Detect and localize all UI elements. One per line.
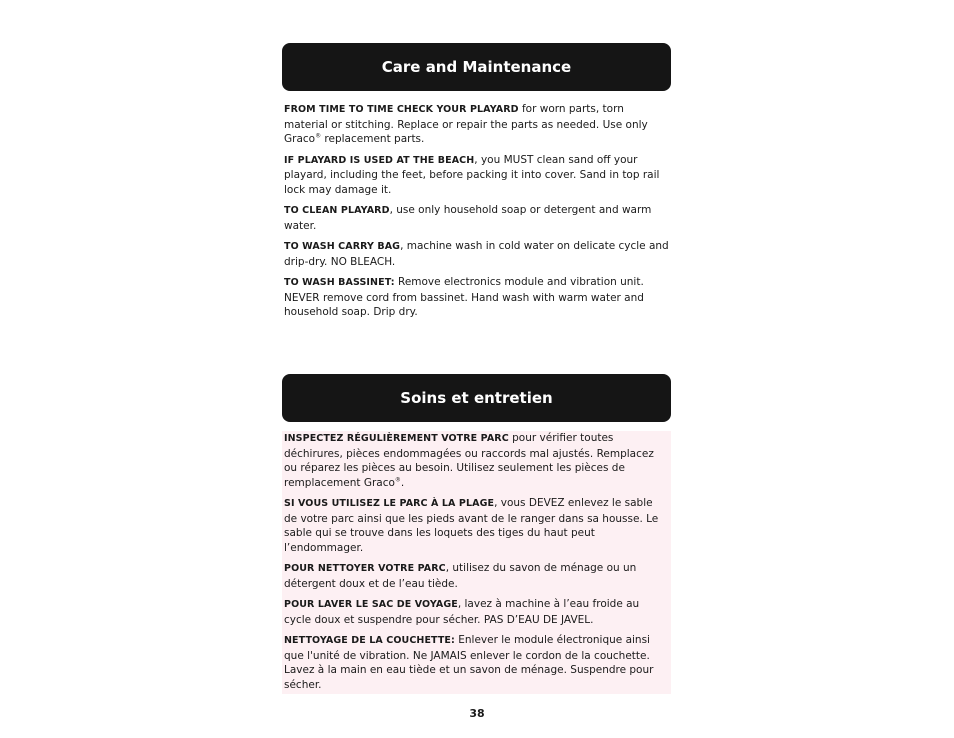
paragraph-bassinet <box>284 275 669 320</box>
paragraph-text: pour vérifier toutes déchirures, pièces endommagées ou raccords mal ajustés. Remplacez ou réparez les pièces au besoin. Utilisez seulement les pièces de remplacement Graco <box>284 432 654 489</box>
care-instructions-french <box>282 431 671 694</box>
paragraph-plage <box>284 496 669 555</box>
paragraph-tail: . <box>400 476 405 489</box>
paragraph-text: , vous DEVEZ enlevez le sable de votre parc ainsi que les pieds avant de le ranger dans sa housse. Le sable qui se trouve dans les loquets des tiges du haut peut l’endommager. <box>284 497 659 554</box>
section-header-english <box>282 43 671 91</box>
paragraph-inspect-parc <box>284 431 669 490</box>
paragraph-text: , utilisez du savon de ménage ou un détergent doux et de l’eau tiède. <box>284 562 637 590</box>
paragraph-lead: IF PLAYARD IS USED AT THE BEACH <box>284 154 475 166</box>
paragraph-nettoyer-parc <box>284 561 669 591</box>
paragraph-lead: TO WASH CARRY BAG <box>284 241 401 252</box>
paragraph-carry-bag <box>284 239 669 269</box>
paragraph-lead: TO WASH BASSINET: <box>284 277 395 288</box>
section-title-french: Soins et entretien <box>400 389 553 407</box>
paragraph-lead: NETTOYAGE DE LA COUCHETTE: <box>284 635 455 646</box>
paragraph-text: , use only household soap or detergent and warm water. <box>284 204 652 232</box>
paragraph-text: , you MUST clean sand off your playard, including the feet, before packing it into cover. Sand in top rail lock may damage it. <box>284 153 660 196</box>
section-title-english: Care and Maintenance <box>381 58 572 76</box>
paragraph-lead: INSPECTEZ RÉGULIÈREMENT VOTRE PARC <box>284 433 509 444</box>
registered-mark: ® <box>315 132 322 140</box>
paragraph-lead: TO CLEAN PLAYARD <box>284 205 390 216</box>
paragraph-text: for worn parts, torn material or stitching. Replace or repair the parts as needed. Use only Graco <box>284 103 648 145</box>
page-number: 38 <box>469 707 485 720</box>
care-instructions-english <box>282 102 671 326</box>
registered-mark: ® <box>394 476 401 483</box>
paragraph-lead: SI VOUS UTILISEZ LE PARC À LA PLAGE <box>284 498 495 509</box>
paragraph-text: , machine wash in cold water on delicate cycle and drip-dry. NO BLEACH. <box>284 240 669 268</box>
paragraph-beach <box>284 153 669 198</box>
paragraph-sac-voyage <box>284 597 669 627</box>
paragraph-text: Enlever le module électronique ainsi que l'unité de vibration. Ne JAMAIS enlever le cordon de la couchette. Lavez à la main en eau tiède et un savon de ménage. Suspendre pour sécher. <box>284 634 654 691</box>
paragraph-clean-playard <box>284 203 669 233</box>
paragraph-text: , lavez à machine à l’eau froide au cycle doux et suspendre pour sécher. PAS D’EAU DE JAVEL. <box>284 598 640 626</box>
paragraph-text: Remove electronics module and vibration unit. NEVER remove cord from bassinet. Hand wash with warm water and household soap. Drip dry. <box>284 276 644 318</box>
paragraph-couchette <box>284 633 669 692</box>
paragraph-check-playard <box>284 102 669 147</box>
paragraph-lead: POUR LAVER LE SAC DE VOYAGE <box>284 599 458 610</box>
paragraph-lead: FROM TIME TO TIME CHECK YOUR PLAYARD <box>284 104 519 115</box>
section-header-french <box>282 374 671 422</box>
paragraph-lead: POUR NETTOYER VOTRE PARC <box>284 563 446 574</box>
paragraph-tail: replacement parts. <box>321 133 425 145</box>
